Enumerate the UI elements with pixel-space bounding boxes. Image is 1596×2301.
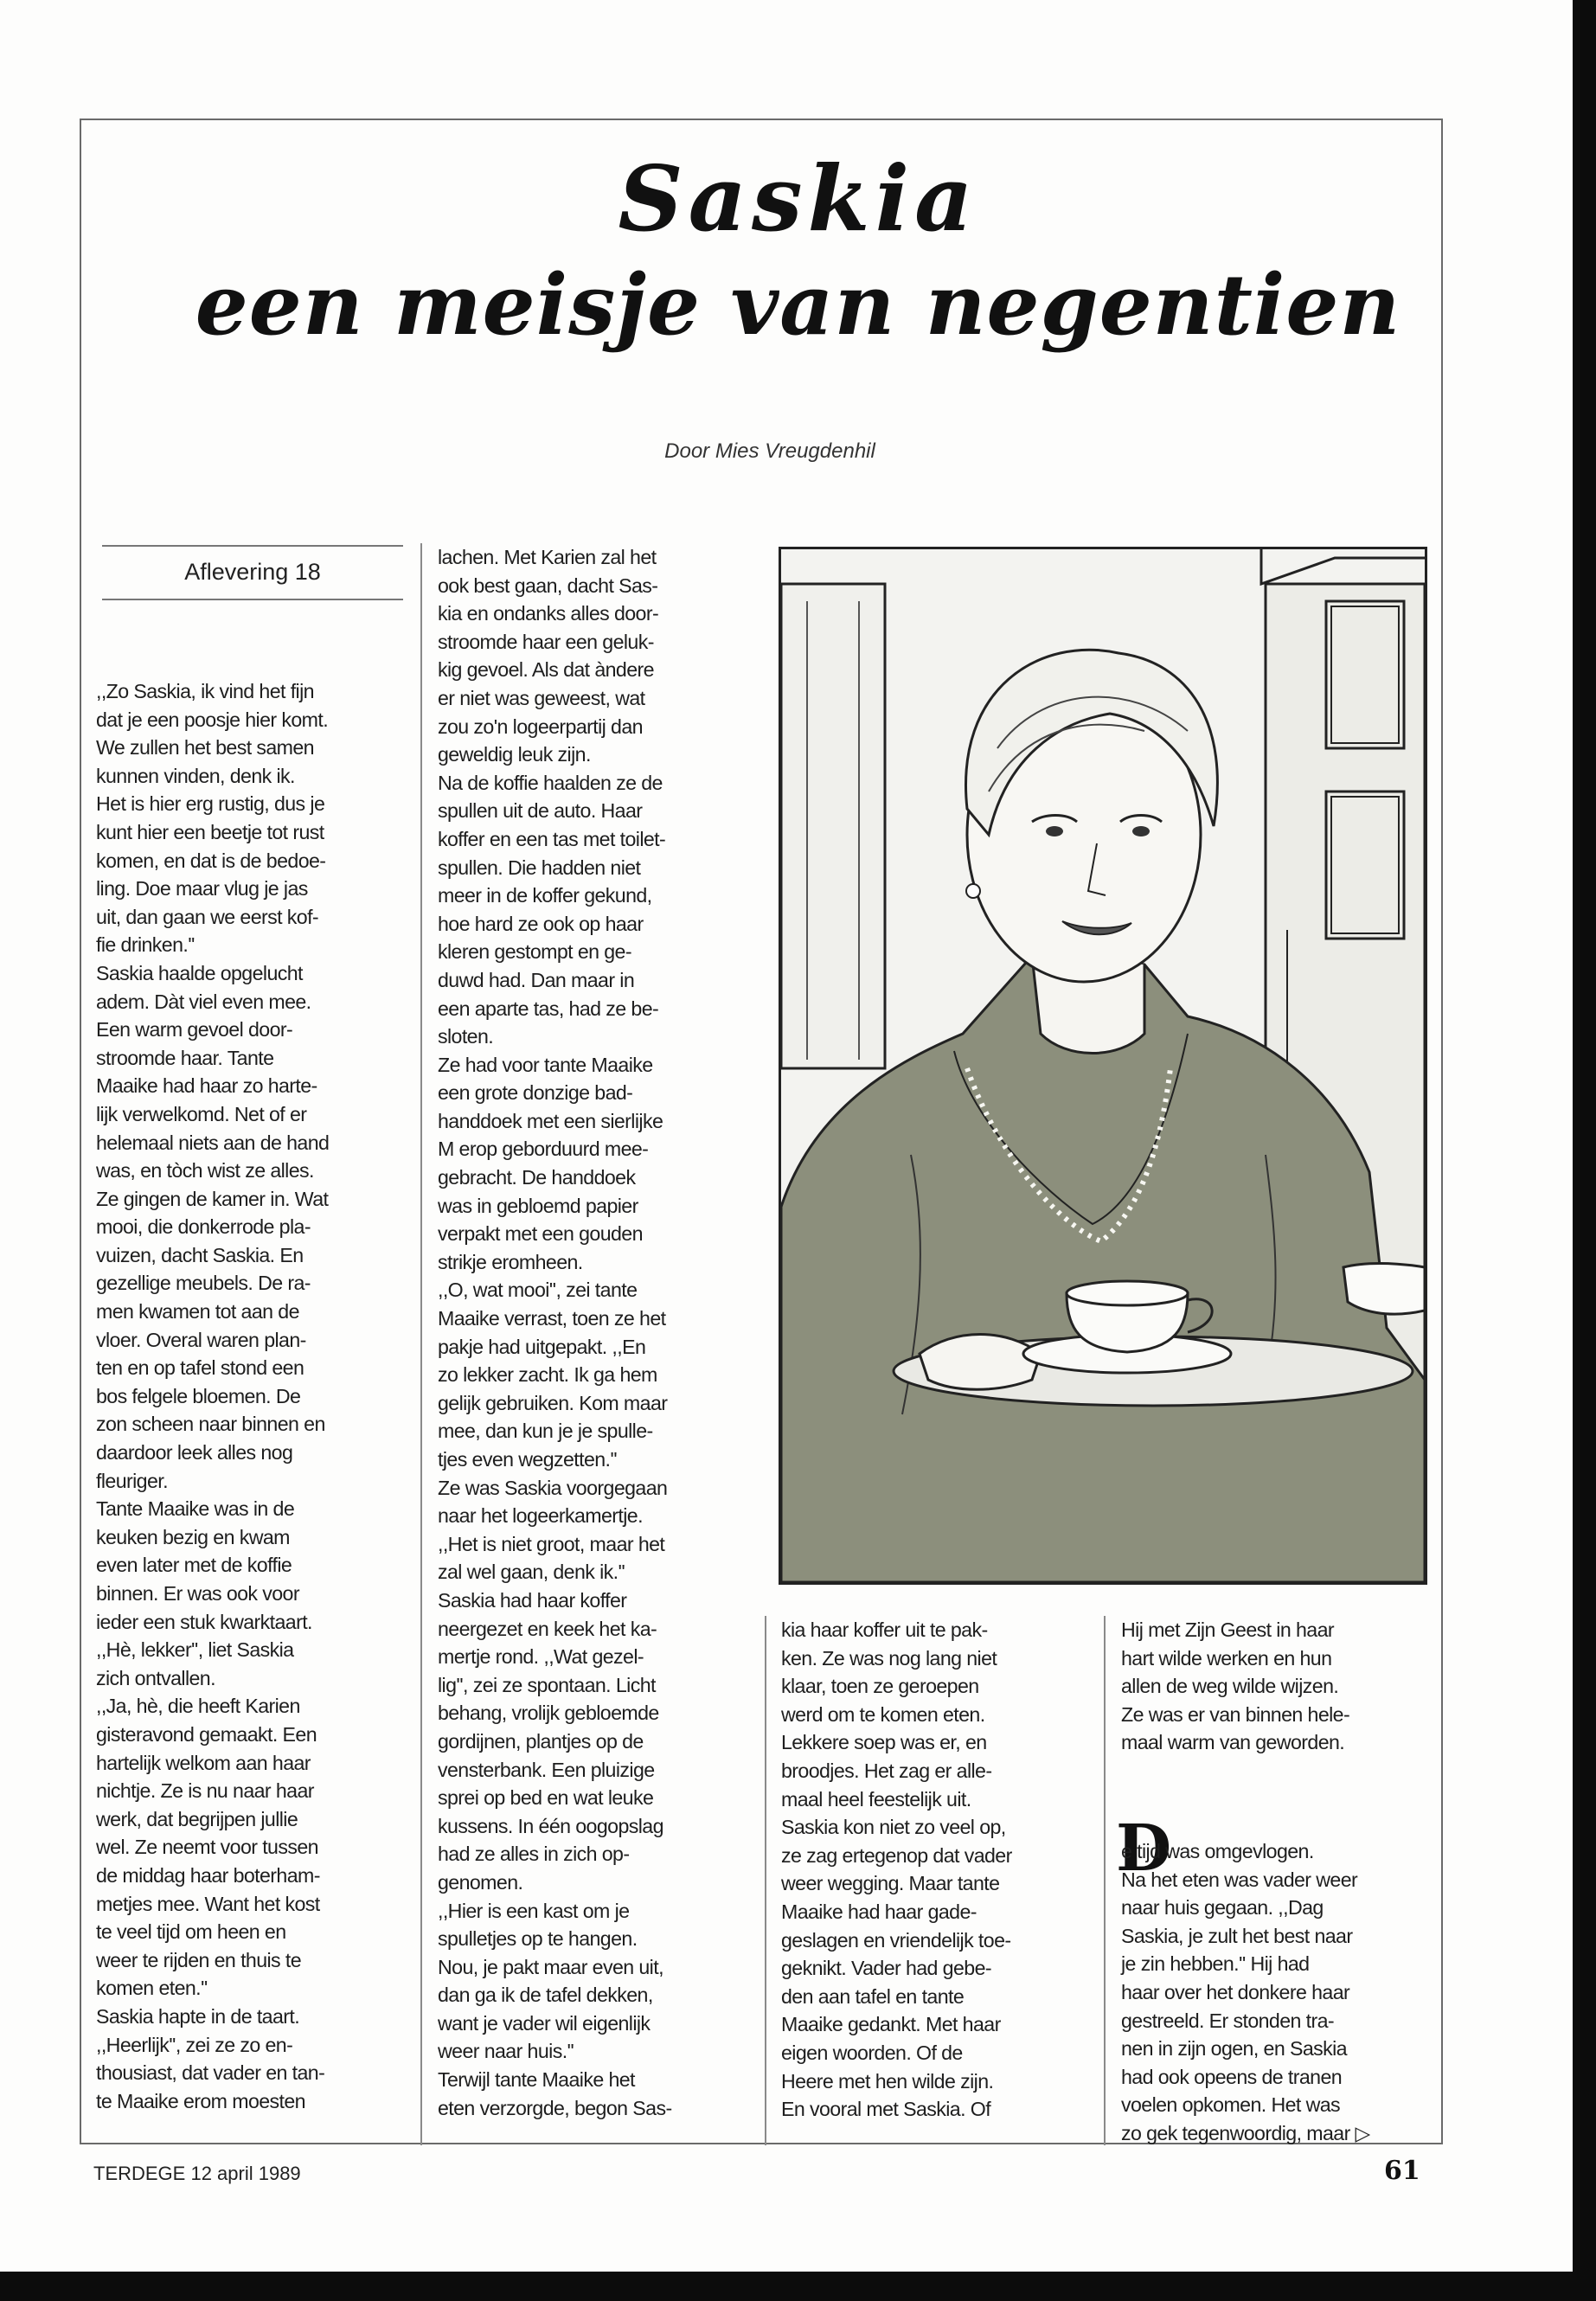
text-line: stroomde haar een geluk- xyxy=(438,630,654,653)
text-line: duwd had. Dan maar in xyxy=(438,968,635,991)
text-line: tjes even wegzetten.'' xyxy=(438,1448,618,1471)
text-line: had ook opeens de tranen xyxy=(1121,2065,1343,2088)
text-line: pakje had uitgepakt. ,,En xyxy=(438,1335,646,1358)
text-line: had ze alles in zich op- xyxy=(438,1843,630,1866)
text-line: koffer en een tas met toilet- xyxy=(438,827,666,850)
text-line: gelijk gebruiken. Kom maar xyxy=(438,1391,668,1414)
text-line: ,,Ja, hè, die heeft Karien xyxy=(96,1695,300,1718)
column-rule-2 xyxy=(765,1616,766,2145)
text-line: men kwamen tot aan de xyxy=(96,1300,299,1324)
text-line: kussens. In één oogopslag xyxy=(438,1814,663,1837)
text-line: broodjes. Het zag er alle- xyxy=(781,1759,992,1782)
article-column-1 xyxy=(96,677,404,2115)
text-line: e tijd was omgevlogen. xyxy=(1121,1840,1314,1862)
text-line: ,,Het is niet groot, maar het xyxy=(438,1532,665,1555)
text-line: keuken bezig en kwam xyxy=(96,1525,290,1548)
drop-cap: D xyxy=(1116,1811,1172,1886)
text-line: lachen. Met Karien zal het xyxy=(438,546,657,568)
text-line: Lekkere soep was er, en xyxy=(781,1731,987,1754)
text-line: wel. Ze neemt voor tussen xyxy=(96,1836,318,1859)
text-line: werk, dat begrijpen jullie xyxy=(96,1807,298,1830)
page-number: 61 xyxy=(1384,2156,1420,2186)
text-line: Tante Maaike was in de xyxy=(96,1497,295,1521)
text-line: helemaal niets aan de hand xyxy=(96,1131,330,1154)
text-line: was in gebloemd papier xyxy=(438,1194,638,1217)
text-line: Maaike had haar gade- xyxy=(781,1900,977,1923)
text-line: lijk verwelkomd. Net of er xyxy=(96,1102,307,1125)
text-line: mertje rond. ,,Wat gezel- xyxy=(438,1645,644,1669)
text-line: handdoek met een sierlijke xyxy=(438,1109,663,1132)
text-line: was, en tòch wist ze alles. xyxy=(96,1159,314,1183)
text-line: weer wegging. Maar tante xyxy=(781,1872,1000,1895)
text-line: werd om te komen eten. xyxy=(781,1702,985,1726)
text-line: vensterbank. Een pluizige xyxy=(438,1758,655,1781)
text-line: Na het eten was vader weer xyxy=(1121,1868,1358,1891)
text-line: ook best gaan, dacht Sas- xyxy=(438,574,658,597)
text-line: kig gevoel. Als dat àndere xyxy=(438,658,654,682)
text-line: dan ga ik de tafel dekken, xyxy=(438,1984,653,2007)
text-line: hoe hard ze ook op haar xyxy=(438,912,644,935)
text-line: En vooral met Saskia. Of xyxy=(781,2098,991,2121)
text-line: kia en ondanks alles door- xyxy=(438,602,659,625)
text-line: zo lekker zacht. Ik ga hem xyxy=(438,1363,657,1387)
text-line: Saskia haalde opgelucht xyxy=(96,961,303,984)
text-line: Ze was er van binnen hele- xyxy=(1121,1702,1350,1726)
text-line: weer naar huis.'' xyxy=(438,2040,574,2063)
text-line: Ze had voor tante Maaike xyxy=(438,1053,653,1076)
text-line: metjes mee. Want het kost xyxy=(96,1892,320,1915)
text-line: te Maaike erom moesten xyxy=(96,2089,305,2112)
column-rule-1 xyxy=(420,543,422,2145)
text-line: verpakt met een gouden xyxy=(438,1222,643,1246)
woman-serving-coffee-icon xyxy=(779,547,1427,1585)
text-line: eigen woorden. Of de xyxy=(781,2041,963,2064)
article-column-2 xyxy=(438,543,754,2122)
text-line: voelen opkomen. Het was xyxy=(1121,2093,1341,2117)
text-line: kia haar koffer uit te pak- xyxy=(781,1618,988,1641)
text-line: sprei op bed en wat leuke xyxy=(438,1786,654,1810)
text-line: ken. Ze was nog lang niet xyxy=(781,1646,997,1670)
text-line: neergezet en keek het ka- xyxy=(438,1617,657,1640)
text-line: sloten. xyxy=(438,1025,494,1048)
text-line: gestreeld. Er stonden tra- xyxy=(1121,2009,1335,2032)
text-line: een aparte tas, had ze be- xyxy=(438,997,659,1020)
text-line: gordijnen, plantjes op de xyxy=(438,1729,644,1753)
text-line: ,,Zo Saskia, ik vind het fijn xyxy=(96,680,314,702)
text-line: behang, vrolijk gebloemde xyxy=(438,1702,659,1725)
text-line: zich ontvallen. xyxy=(96,1666,215,1689)
text-line: adem. Dàt viel even mee. xyxy=(96,990,311,1013)
text-line: hart wilde werken en hun xyxy=(1121,1646,1332,1670)
text-line: Saskia, je zult het best naar xyxy=(1121,1924,1353,1947)
text-line: je zin hebben.'' Hij had xyxy=(1121,1952,1310,1976)
text-line: te veel tijd om heen en xyxy=(96,1920,286,1944)
text-line: Maaike gedankt. Met haar xyxy=(781,2013,1001,2036)
text-line: weer te rijden en thuis te xyxy=(96,1948,302,1971)
text-line: ten en op tafel stond een xyxy=(96,1356,304,1380)
text-line: gisteravond gemaakt. Een xyxy=(96,1722,317,1746)
text-line: even later met de koffie xyxy=(96,1554,292,1577)
text-line: geknikt. Vader had gebe- xyxy=(781,1957,991,1980)
episode-rule-top xyxy=(102,545,403,547)
text-line: ,,Hier is een kast om je xyxy=(438,1899,630,1922)
text-line: fleuriger. xyxy=(96,1469,168,1492)
text-line: de middag haar boterham- xyxy=(96,1863,320,1887)
text-line: geweldig leuk zijn. xyxy=(438,743,591,766)
text-line: zal wel gaan, denk ik.'' xyxy=(438,1561,625,1584)
text-line: ,,O, wat mooi'', zei tante xyxy=(438,1279,638,1302)
publication-footer: TERDEGE 12 april 1989 xyxy=(93,2163,301,2184)
article-column-4 xyxy=(1121,1616,1424,1757)
text-line: er niet was geweest, wat xyxy=(438,686,645,709)
text-line: uit, dan gaan we eerst kof- xyxy=(96,905,319,928)
text-line: naar huis gegaan. ,,Dag xyxy=(1121,1896,1324,1920)
scan-edge-bottom xyxy=(0,2272,1596,2301)
article-column-3 xyxy=(781,1616,1094,2124)
text-line: eten verzorgde, begon Sas- xyxy=(438,2096,672,2119)
text-line: zon scheen naar binnen en xyxy=(96,1413,325,1436)
text-line: binnen. Er was ook voor xyxy=(96,1582,299,1605)
text-line: haar over het donkere haar xyxy=(1121,1980,1350,2003)
text-line: zou zo'n logeerpartij dan xyxy=(438,715,643,738)
text-line: Hij met Zijn Geest in haar xyxy=(1121,1618,1334,1641)
text-line: mooi, die donkerrode pla- xyxy=(96,1215,311,1239)
text-line: stroomde haar. Tante xyxy=(96,1046,274,1069)
text-line: zo gek tegenwoordig, maar ▷ xyxy=(1121,2121,1370,2144)
text-line: lig'', zei ze spontaan. Licht xyxy=(438,1673,656,1696)
text-line: Saskia kon niet zo veel op, xyxy=(781,1816,1006,1839)
text-line: bos felgele bloemen. De xyxy=(96,1384,301,1407)
text-line: ze zag ertegenop dat vader xyxy=(781,1843,1012,1867)
text-line: allen de weg wilde wijzen. xyxy=(1121,1675,1339,1698)
text-line: Saskia had haar koffer xyxy=(438,1588,627,1612)
text-line: genomen. xyxy=(438,1870,523,1894)
text-line: spullen uit de auto. Haar xyxy=(438,799,643,823)
text-line: maal heel feestelijk uit. xyxy=(781,1787,971,1811)
text-line: Ze was Saskia voorgegaan xyxy=(438,1476,668,1499)
text-line: kunt hier een beetje tot rust xyxy=(96,820,324,843)
text-line: dat je een poosje hier komt. xyxy=(96,708,329,731)
text-line: mee, dan kun je je spulle- xyxy=(438,1420,653,1443)
text-line: spulletjes op te hangen. xyxy=(438,1927,638,1951)
episode-label: Aflevering 18 xyxy=(184,559,321,585)
text-line: ling. Doe maar vlug je jas xyxy=(96,877,308,901)
text-line: daardoor leek alles nog xyxy=(96,1441,293,1465)
text-line: meer in de koffer gekund, xyxy=(438,884,652,907)
text-line: klaar, toen ze geroepen xyxy=(781,1675,979,1698)
text-line: ,,Heerlijk'', zei ze zo en- xyxy=(96,2033,293,2056)
byline: Door Mies Vreugdenhil xyxy=(664,439,875,463)
text-line: Heere met hen wilde zijn. xyxy=(781,2069,994,2093)
text-line: want je vader wil eigenlijk xyxy=(438,2011,651,2035)
text-line: ,,Hè, lekker'', liet Saskia xyxy=(96,1638,294,1662)
text-line: hartelijk welkom aan haar xyxy=(96,1751,311,1774)
text-line: fie drinken.'' xyxy=(96,933,195,957)
text-line: komen, en dat is de bedoe- xyxy=(96,849,326,872)
text-line: kunnen vinden, denk ik. xyxy=(96,764,295,787)
article-column-4-continued xyxy=(1121,1837,1424,2148)
page-title: Saskia xyxy=(618,145,978,252)
text-line: komen eten.'' xyxy=(96,1977,208,2000)
text-line: kleren gestompt en ge- xyxy=(438,940,631,964)
text-line: maal warm van geworden. xyxy=(1121,1731,1345,1754)
text-line: Het is hier erg rustig, dus je xyxy=(96,792,325,816)
text-line: Een warm gevoel door- xyxy=(96,1018,293,1042)
text-line: geslagen en vriendelijk toe- xyxy=(781,1928,1011,1952)
text-line: vloer. Overal waren plan- xyxy=(96,1328,306,1351)
text-line: nen in zijn ogen, en Saskia xyxy=(1121,2037,1347,2061)
text-line: naar het logeerkamertje. xyxy=(438,1504,643,1528)
text-line: spullen. Die hadden niet xyxy=(438,856,641,879)
text-line: ieder een stuk kwarktaart. xyxy=(96,1610,312,1633)
text-line: We zullen het best samen xyxy=(96,736,314,760)
text-line: strikje eromheen. xyxy=(438,1250,583,1273)
page-subtitle: een meisje van negentien xyxy=(195,256,1401,354)
text-line: Maaike had haar zo harte- xyxy=(96,1074,317,1098)
text-line: thousiast, dat vader en tan- xyxy=(96,2061,325,2085)
text-line: vuizen, dacht Saskia. En xyxy=(96,1243,304,1266)
column-rule-3 xyxy=(1104,1616,1106,2145)
text-line: M erop geborduurd mee- xyxy=(438,1138,649,1161)
text-line: nichtje. Ze is nu naar haar xyxy=(96,1779,314,1803)
text-line: den aan tafel en tante xyxy=(781,1984,965,2008)
text-line: Na de koffie haalden ze de xyxy=(438,771,663,794)
text-line: een grote donzige bad- xyxy=(438,1081,633,1105)
text-line: Saskia hapte in de taart. xyxy=(96,2004,300,2028)
text-line: Ze gingen de kamer in. Wat xyxy=(96,1187,329,1210)
text-line: Nou, je pakt maar even uit, xyxy=(438,1955,663,1978)
text-line: Maaike verrast, toen ze het xyxy=(438,1307,666,1330)
episode-rule-bottom xyxy=(102,599,403,600)
text-line: gezellige meubels. De ra- xyxy=(96,1272,311,1295)
text-line: gebracht. De handdoek xyxy=(438,1166,636,1189)
text-line: Terwijl tante Maaike het xyxy=(438,2068,635,2092)
